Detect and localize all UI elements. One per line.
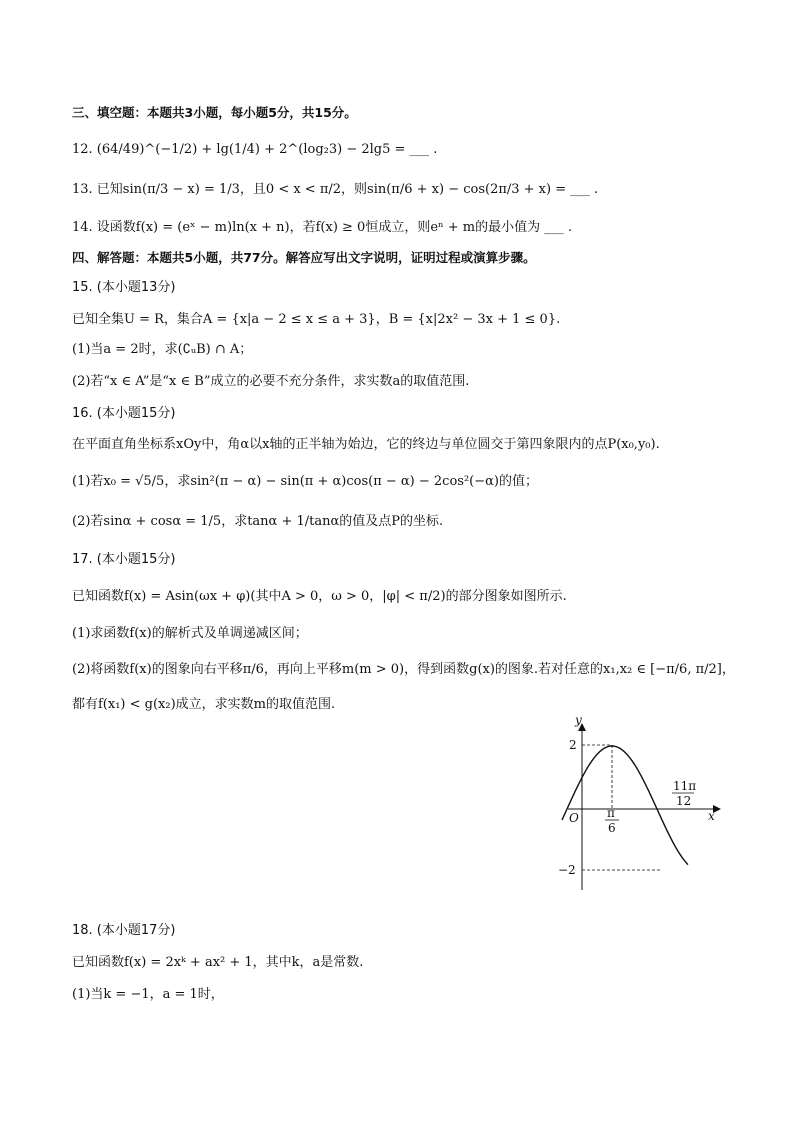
question-15-heading: 15. (本小题13分) (72, 280, 176, 295)
question-15-part-1: (1)当a = 2时，求(∁ᵤB) ∩ A； (72, 342, 253, 357)
question-18-stem: 已知函数f(x) = 2xᵏ + ax² + 1，其中k，a是常数. (72, 955, 364, 970)
question-17-part-2: (2)将函数f(x)的图象向右平移π/6，再向上平移m(m > 0)，得到函数g(x)的图象.若对任意的x₁,x₂ ∈ [−π/6, π/2]， (72, 662, 735, 677)
x-tick-11pi-12-numerator: 11π (673, 779, 697, 793)
section-fill-blank-heading: 三、填空题：本题共3小题，每小题5分，共15分。 (72, 105, 357, 120)
question-16-stem: 在平面直角坐标系xOy中，角α以x轴的正半轴为始边，它的终边与单位圆交于第四象限内的点P(x₀,y₀). (72, 437, 660, 452)
question-17-stem: 已知函数f(x) = Asin(ωx + φ)(其中A > 0，ω > 0，|φ| < π/2)的部分图象如图所示. (72, 589, 567, 604)
x-tick-pi-6-denominator: 6 (608, 821, 616, 835)
y-max-label: 2 (569, 738, 577, 752)
origin-label: O (569, 811, 579, 825)
question-16-part-2: (2)若sinα + cosα = 1/5，求tanα + 1/tanα的值及点P的坐标. (72, 514, 444, 529)
question-14: 14. 设函数f(x) = (eˣ − m)ln(x + n)，若f(x) ≥ 0恒成立，则eⁿ + m的最小值为 ___ . (72, 220, 573, 235)
y-min-label: −2 (558, 863, 576, 877)
function-graph (556, 712, 732, 894)
question-12: 12. (64/49)^(−1/2) + lg(1/4) + 2^(log₂3) − 2lg5 = ___ . (72, 142, 438, 157)
question-16-part-1: (1)若x₀ = √5/5，求sin²(π − α) − sin(π + α)cos(π − α) − 2cos²(−α)的值； (72, 474, 538, 489)
question-16-heading: 16. (本小题15分) (72, 406, 176, 421)
question-13: 13. 已知sin(π/3 − x) = 1/3，且0 < x < π/2，则sin(π/6 + x) − cos(2π/3 + x) = ___ . (72, 182, 599, 197)
question-18-part-1: (1)当k = −1，a = 1时， (72, 987, 224, 1002)
question-18-heading: 18. (本小题17分) (72, 923, 176, 938)
x-tick-11pi-12-denominator: 12 (676, 794, 692, 808)
x-tick-pi-6-numerator: π (607, 806, 615, 820)
question-15-stem: 已知全集U = R，集合A = {x|a − 2 ≤ x ≤ a + 3}，B = {x|2x² − 3x + 1 ≤ 0}. (72, 312, 561, 327)
question-17-part-2-continued: 都有f(x₁) < g(x₂)成立，求实数m的取值范围. (72, 697, 336, 712)
y-axis-label: y (575, 713, 582, 727)
question-15-part-2: (2)若“x ∈ A”是“x ∈ B”成立的必要不充分条件，求实数a的取值范围. (72, 374, 470, 389)
sine-curve (562, 746, 688, 865)
section-answer-heading: 四、解答题：本题共5小题，共77分。解答应写出文字说明，证明过程或演算步骤。 (72, 250, 536, 265)
question-17-heading: 17. (本小题15分) (72, 552, 176, 567)
question-17-part-1: (1)求函数f(x)的解析式及单调递减区间； (72, 626, 308, 641)
x-axis-label: x (708, 809, 715, 823)
